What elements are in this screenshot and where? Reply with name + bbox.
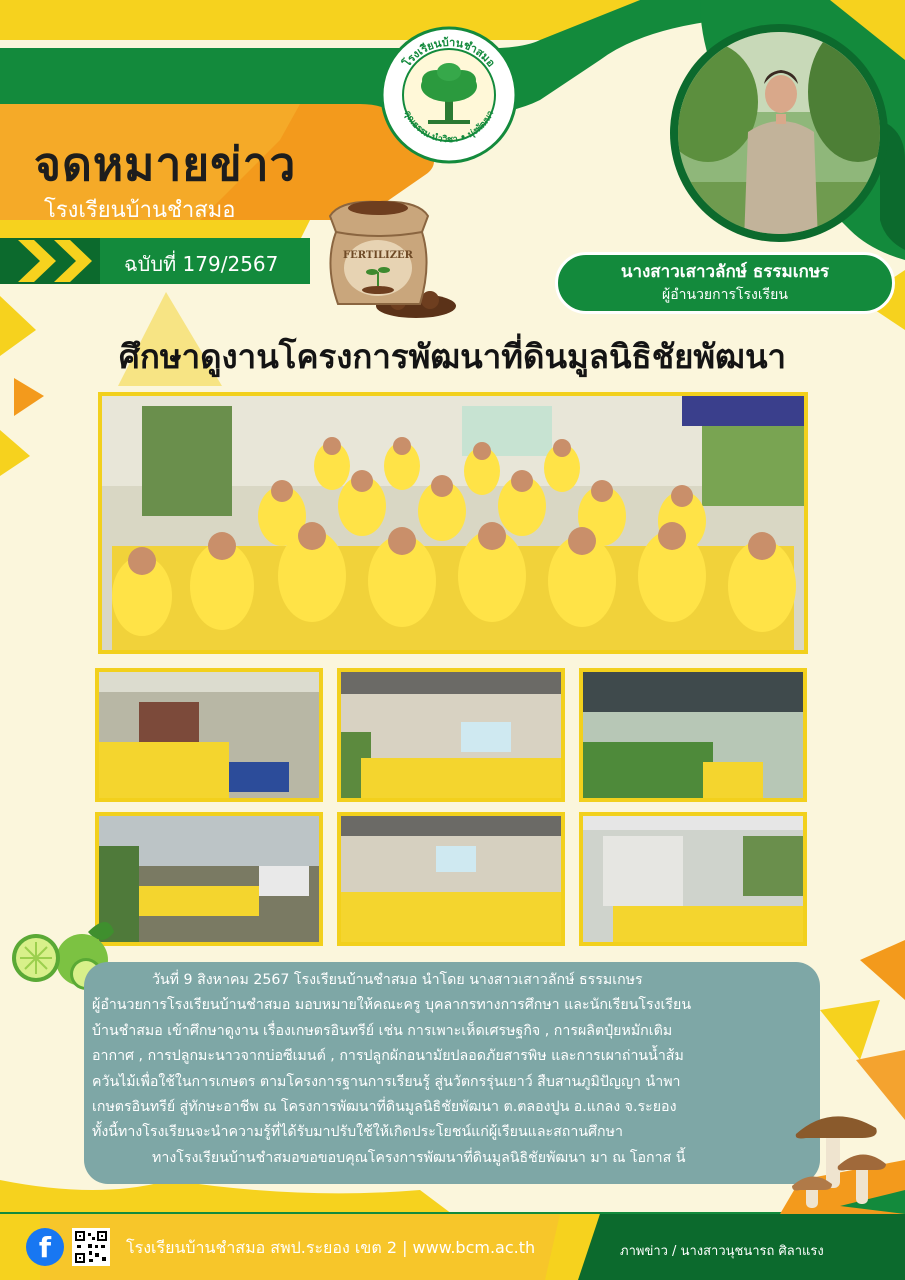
school-subtitle: โรงเรียนบ้านชำสมอ: [44, 198, 236, 223]
footer-school-contact: โรงเรียนบ้านชำสมอ สพป.ระยอง เขต 2 | www.bcm.ac.th: [126, 1238, 536, 1257]
photo-4: [95, 812, 323, 946]
body-line-6: เกษตรอินทรีย์ สู่ทักษะอาชีพ ณ โครงการพัฒนาที่ดินมูลนิธิชัยพัฒนา ต.ตลองปูน อ.แกลง จ.ระยอง: [92, 1099, 677, 1116]
qr-code-icon: [72, 1228, 110, 1266]
photo-5: [337, 812, 565, 946]
photo-2: [337, 668, 565, 802]
main-photo: [98, 392, 808, 654]
photo-1: [95, 668, 323, 802]
body-line-5: ควันไม้เพื่อใช้ในการเกษตร ตามโครงการฐานการเรียนรู้ สู่นวัตกรรุ่นเยาว์ สืบสานภูมิปัญญา นำพา: [92, 1073, 681, 1090]
director-photo: [678, 32, 880, 234]
director-name: นางสาวเสาวลักษ์ ธรรมเกษร: [620, 262, 830, 282]
facebook-icon[interactable]: f: [26, 1228, 64, 1266]
body-line-1: วันที่ 9 สิงหาคม 2567 โรงเรียนบ้านชำสมอ นำโดย นางสาวเสาวลักษ์ ธรรมเกษร: [152, 972, 643, 988]
body-line-3: บ้านชำสมอ เข้าศึกษาดูงาน เรื่องเกษตรอินทรีย์ เช่น การเพาะเห็ดเศรษฐกิจ , การผลิตปุ๋ยหมักเติม: [92, 1022, 673, 1039]
director-role: ผู้อำนวยการโรงเรียน: [662, 287, 788, 303]
photo-3: [579, 668, 807, 802]
body-line-4: อากาศ , การปลูกมะนาวจากบ่อซีเมนต์ , การปลูกผักอนามัยปลอดภัยสารพิษ และการเผาถ่านน้ำส้ม: [92, 1048, 684, 1065]
director-photo-frame: [670, 24, 888, 242]
body-text-box: [84, 962, 820, 1184]
newsletter-title: จดหมายข่าว: [34, 137, 297, 191]
headline: ศึกษาดูงานโครงการพัฒนาที่ดินมูลนิธิชัยพัฒนา: [118, 337, 787, 376]
fertilizer-label: FERTILIZER: [343, 250, 413, 261]
body-line-8: ทางโรงเรียนบ้านชำสมอขอขอบคุณโครงการพัฒนาที่ดินมูลนิธิชัยพัฒนา มา ณ โอกาส นี้: [152, 1149, 686, 1166]
photo-6: [579, 812, 807, 946]
footer-photo-credit: ภาพข่าว / นางสาวนุชนารถ ศิลาแรง: [620, 1244, 824, 1259]
fertilizer-bag-illustration: [318, 194, 458, 322]
body-line-2: ผู้อำนวยการโรงเรียนบ้านชำสมอ มอบหมายให้คณะครู บุคลากรทางการศึกษา และนักเรียนโรงเรียน: [92, 997, 692, 1014]
body-line-7: ทั้งนี้ทางโรงเรียนจะนำความรู้ที่ได้รับมาปรับใช้ให้เกิดประโยชน์แก่ผู้เรียนและสถานศึกษา: [92, 1124, 623, 1141]
school-logo: [380, 26, 518, 164]
logo-ring-bottom: คุณธรรม นำวิชา • มุ่งพัฒนา: [401, 109, 497, 146]
mushroom-illustration: [792, 1104, 892, 1214]
logo-ring-top: โรงเรียนบ้านชำสมอ: [400, 35, 498, 70]
issue-number: ฉบับที่ 179/2567: [124, 252, 279, 276]
